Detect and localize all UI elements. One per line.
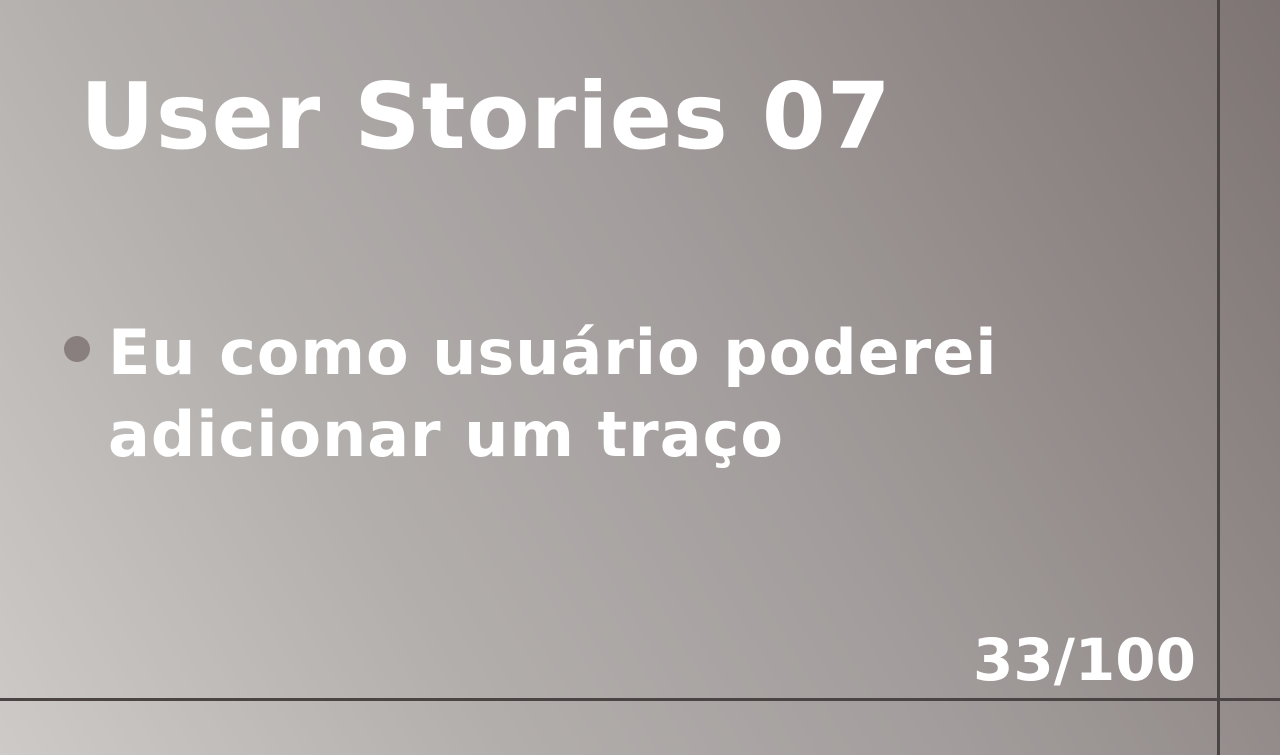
bullet-item — [62, 312, 1162, 476]
bullet-list — [62, 312, 1162, 476]
vertical-divider-line — [1217, 0, 1220, 755]
bullet-text-line-2: adicionar um traço — [108, 398, 784, 471]
horizontal-divider-line — [0, 698, 1280, 701]
bullet-dot-icon — [64, 336, 90, 362]
slide-page-number: 33/100 — [973, 626, 1196, 694]
slide-title: User Stories 07 — [80, 63, 892, 170]
bullet-text-line-1: Eu como usuário poderei — [108, 316, 998, 389]
